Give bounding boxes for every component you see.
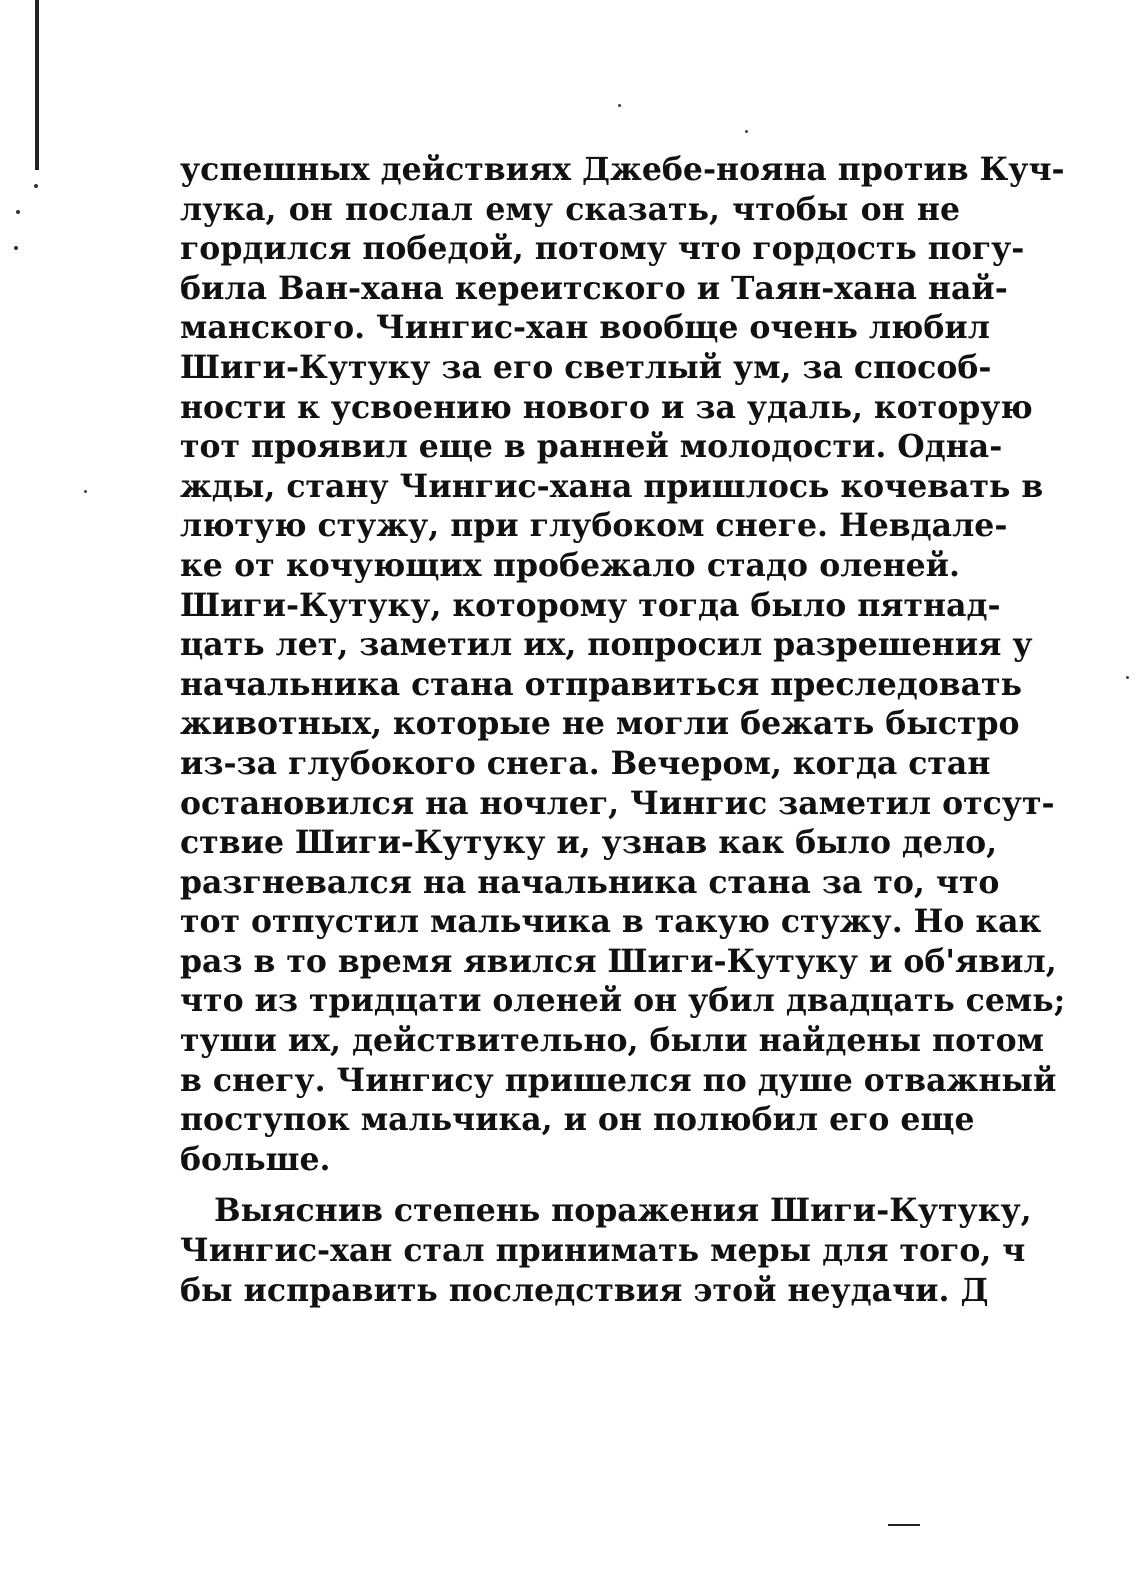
text-line: успешных действиях Джебе-нояна против Куч- bbox=[180, 151, 1065, 188]
edge-dot bbox=[16, 210, 20, 214]
text-line: Шиги-Кутуку за его светлый ум, за способ- bbox=[180, 348, 992, 386]
text-line: лютую стужу, при глубоком снеге. Невдале- bbox=[180, 507, 1008, 545]
paragraph-1 bbox=[180, 150, 1066, 1179]
paragraph-2 bbox=[180, 1191, 1032, 1310]
text-line: начальника стана отправиться преследовать bbox=[180, 665, 1022, 703]
text-line: животных, которые не могли бежать быстро bbox=[180, 705, 1020, 743]
text-line: манского. Чингис-хан вообще очень любил bbox=[180, 309, 990, 347]
text-line: туши их, действительно, были найдены потом bbox=[180, 1022, 1044, 1060]
text-line: ке от кочующих пробежало стадо оленей. bbox=[180, 546, 960, 584]
stray-dot bbox=[618, 104, 621, 107]
text-line: лука, он послал ему сказать, чтобы он не bbox=[180, 190, 960, 228]
text-line: била Ван-хана кереитского и Таян-хана най- bbox=[180, 269, 1008, 307]
footer-rule bbox=[888, 1524, 920, 1526]
text-line: ствие Шиги-Кутуку и, узнав как было дело, bbox=[180, 824, 998, 862]
text-line: остановился на ночлег, Чингис заметил отсут- bbox=[180, 784, 1055, 822]
edge-dot bbox=[34, 184, 38, 188]
body-text bbox=[180, 150, 1066, 1310]
text-line: Чингис-хан стал принимать меры для того, ч bbox=[180, 1232, 1026, 1270]
binding-edge-bar bbox=[35, 0, 39, 170]
text-line: цать лет, заметил их, попросил разрешения у bbox=[180, 626, 1033, 664]
text-line: в снегу. Чингису пришелся по душе отважный bbox=[180, 1061, 1057, 1099]
text-line: гордился победой, потому что гордость погу- bbox=[180, 230, 1025, 268]
stray-dot bbox=[84, 490, 87, 493]
text-line: Шиги-Кутуку, которому тогда было пятнад- bbox=[180, 586, 1001, 624]
text-line: ности к усвоению нового и за удаль, которую bbox=[180, 388, 1033, 426]
text-line: что из тридцати оленей он убил двадцать семь; bbox=[180, 982, 1066, 1020]
text-line: тот отпустил мальчика в такую стужу. Но как bbox=[180, 903, 1042, 941]
text-line: раз в то время явился Шиги-Кутуку и об'явил, bbox=[180, 942, 1057, 980]
stray-dot bbox=[745, 130, 748, 133]
text-line: разгневался на начальника стана за то, что bbox=[180, 863, 1000, 901]
paragraph-gap bbox=[180, 1179, 960, 1191]
text-line: Выяснив степень поражения Шиги-Кутуку, bbox=[214, 1192, 1032, 1230]
text-line: поступок мальчика, и он полюбил его еще bbox=[180, 1101, 975, 1139]
text-line: бы исправить последствия этой неудачи. Д bbox=[180, 1271, 989, 1309]
text-line: из-за глубокого снега. Вечером, когда стан bbox=[180, 744, 991, 782]
binding-edge-marks bbox=[30, 0, 44, 260]
edge-dot bbox=[14, 246, 18, 250]
stray-dot bbox=[1126, 676, 1129, 679]
text-line: больше. bbox=[180, 1140, 331, 1178]
text-line: жды, стану Чингис-хана пришлось кочевать в bbox=[180, 467, 1044, 505]
text-line: тот проявил еще в ранней молодости. Одна- bbox=[180, 428, 1003, 466]
